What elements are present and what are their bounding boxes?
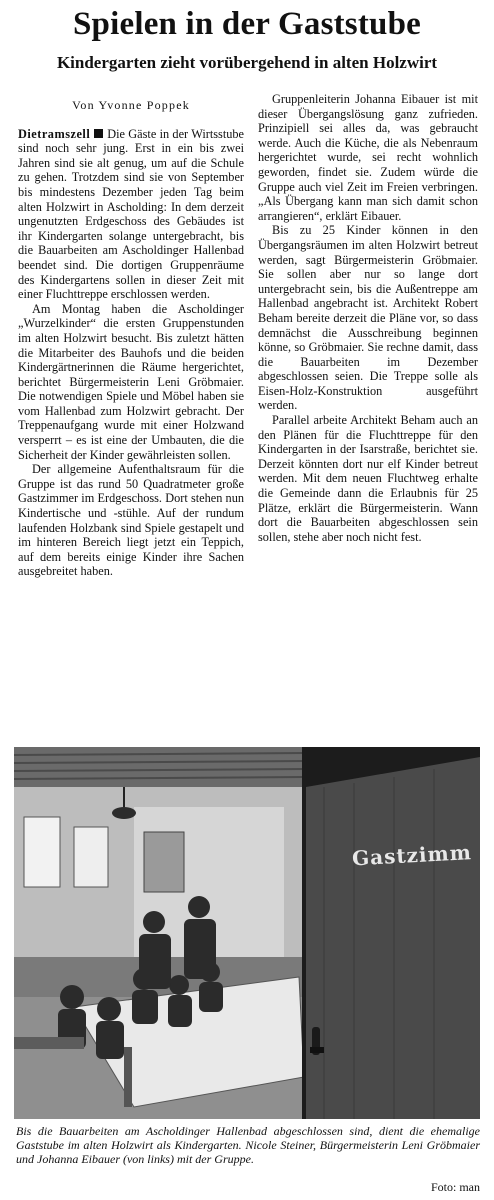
headline: Spielen in der Gaststube <box>73 6 421 42</box>
dateline: Dietramszell <box>18 126 91 141</box>
door-sign: Gastzimm <box>351 840 473 871</box>
photo-caption: Bis die Bauarbeiten am Ascholdinger Hallenbad abgeschlossen sind, dient die ehemalige Gaststube im alten Holzwirt als Kindergarten. Nicole Steiner, Bürgermeisterin Leni Gröbmaier und Johanna Eibauer (von links) mit der Gruppe. <box>16 1124 480 1167</box>
paragraph-5: Bis zu 25 Kinder können in den Übergangsräumen im alten Holzwirt betreut werden, sagt Bürgermeisterin Gröbmaier. Sie sollen aber nur so lange dort untergebracht sein, bis die Außentreppe am Hallenbad angebracht ist. Architekt Robert Beham bereite derzeit die Pläne vor, so dass demnächst die Ausschreibung beginnen könne, so Gröbmaier. Sie rechne damit, dass die Bauarbeiten im Dezember abgeschlossen seien. Die Treppe solle als Eisen-Holz-Konstruktion ausgeführt werden. <box>258 223 478 413</box>
paragraph-1 <box>18 127 244 302</box>
photo-illustration <box>14 747 480 1119</box>
paragraph-2: Am Montag haben die Ascholdinger „Wurzelkinder“ die ersten Gruppenstunden im alten Holzwirt besucht. Bis zuletzt hätten die Mitarbeiter des Bauhofs und die beiden Kindergärtnerinnen die Räume hergerichtet, berichtet Bürgermeisterin Leni Gröbmaier. Die notwendigen Spiele und Möbel haben sie vom Hallenbad zum Holzwirt gebracht. Der Treppenaufgang wurde mit einer Holzwand versperrt – es ist eine der Umbauten, die die Sicherheit der Kinder gewährleisten sollen. <box>18 301 244 462</box>
photo-credit: Foto: man <box>430 1180 480 1194</box>
byline: Von Yvonne Poppek <box>72 98 190 112</box>
paragraph-1-text: Die Gäste in der Wirtsstube sind noch sehr jung. Erst in ein bis zwei Jahren sind sie alt genug, um auf die Schule zu gehen. Trotzdem sind sie von September bis mindestens Dezember jeden Tag beim alten Holzwirt in Ascholding: In dem derzeit ungenutzten Erdgeschoss des Gebäudes ist ihr Kindergarten solange untergebracht, bis die Bauarbeiten am Ascholdinger Hallenbad beendet sind. Die dortigen Gruppenräume des Kindergartens sollen in dieser Zeit mit einer Fluchttreppe erschlossen werden. <box>18 126 244 302</box>
dateline-square-icon <box>94 129 103 138</box>
paragraph-6: Parallel arbeite Architekt Beham auch an den Plänen für die Fluchttreppe für den Kindergarten in der Isarstraße, berichtet sie. Derzeit könnten dort nur elf Kinder betreut werden. Mit dem neuen Fluchtweg erhalte die Gemeinde dann die Erlaubnis für 25 Plätze, erklärt die Bürgermeisterin. Wann dort die Bauarbeiten abgeschlossen sein sollen, stehe aber noch nicht fest. <box>258 413 478 544</box>
paragraph-3: Der allgemeine Aufenthaltsraum für die Gruppe ist das rund 50 Quadratmeter große Gastzimmer im Erdgeschoss. Dort stehen nun Kindertische und -stühle. Auf der rundum laufenden Holzbank sind Spiele gestapelt und im hinteren Bereich liegt jetzt ein Teppich, auf dem bereits einige Kinder ihre Sachen ausgebreitet haben. <box>18 462 244 579</box>
subheadline: Kindergarten zieht vorübergehend in alten Holzwirt <box>56 53 438 72</box>
paragraph-4: Gruppenleiterin Johanna Eibauer ist mit dieser Übergangslösung ganz zufrieden. Prinzipiell sei alles da, was gebraucht werde. Auch die Küche, die als Nebenraum hergerichtet wurde, sei recht wohnlich geworden, findet sie. Zudem würde die Gruppe auch viel Zeit im Freien verbringen. „Als Übergang kann man sich damit schon arrangieren“, erklärt Eibauer. <box>258 92 478 223</box>
article-column-right <box>258 92 478 544</box>
article-photo <box>14 747 480 1119</box>
article-column-left <box>18 92 244 579</box>
